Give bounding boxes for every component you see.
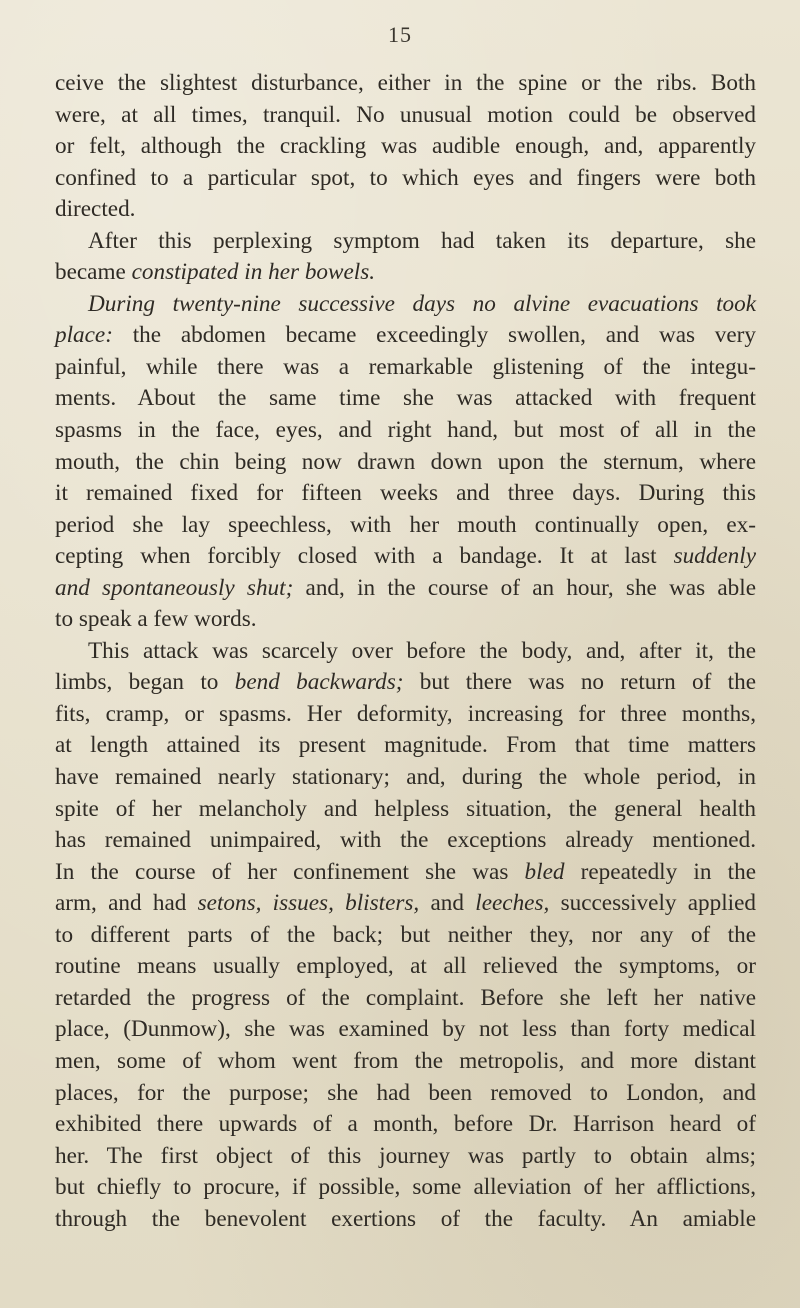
text-line <box>55 289 756 321</box>
text-line: her. The first object of this journey was partly to obtain alms; <box>55 1142 756 1169</box>
text-line: places, for the purpose; she had been removed to London, and <box>55 1079 756 1106</box>
text-line: to different parts of the back; but neither they, nor any of the <box>55 921 756 948</box>
text-line: routine means usually employed, at all relieved the symptoms, or <box>55 953 756 980</box>
text-line: it remained fixed for fifteen weeks and three days. During this <box>55 480 756 507</box>
text-line <box>55 257 756 289</box>
page-number: 15 <box>388 22 412 47</box>
text-line <box>55 667 756 699</box>
text-line <box>55 541 756 573</box>
text-line: but chiefly to procure, if possible, some alleviation of her afflictions, <box>55 1174 756 1201</box>
text-segment: In the course of her confinement she was <box>55 858 525 885</box>
text-line: spasms in the face, eyes, and right hand, but most of all in the <box>55 417 756 444</box>
text-line: or felt, although the crackling was audible enough, and, apparently <box>55 133 756 160</box>
text-line: were, at all times, tranquil. No unusual motion could be observed <box>55 101 756 128</box>
text-line: men, some of whom went from the metropolis, and more distant <box>55 1047 756 1074</box>
text-line: period she lay speechless, with her mouth continually open, ex- <box>55 511 756 538</box>
text-line: has remained unimpaired, with the exceptions already mentioned. <box>55 827 756 854</box>
text-line: ceive the slightest disturbance, either in the spine or the ribs. Both <box>55 70 756 96</box>
italic-phrase: suddenly <box>673 543 756 570</box>
text-segment: cepting when forcibly closed with a bandage. It at last <box>55 543 674 570</box>
text-segment: arm, and had <box>55 890 198 917</box>
text-line <box>55 573 756 605</box>
text-segment: successively applied <box>549 890 756 917</box>
italic-phrase: bled <box>524 858 565 885</box>
text-line: fits, cramp, or spasms. Her deformity, increasing for three months, <box>55 700 756 727</box>
text-line: confined to a particular spot, to which eyes and fingers were both <box>55 164 756 191</box>
text-line: mouth, the chin being now drawn down upon the sternum, where <box>55 448 756 475</box>
text-line: spite of her melancholy and helpless situation, the general health <box>55 795 756 822</box>
italic-phrase: bend backwards; <box>234 669 404 696</box>
italic-phrase: place: <box>55 322 113 349</box>
text-line: This attack was scarcely over before the body, and, after it, the <box>88 637 756 664</box>
paragraph <box>55 68 756 226</box>
text-line: retarded the progress of the complaint. Before she left her native <box>55 984 756 1011</box>
italic-phrase: setons, issues, blisters, <box>197 890 420 917</box>
italic-phrase: and spontaneously shut; <box>55 574 294 601</box>
paragraph <box>55 226 756 289</box>
italic-phrase: constipated in her bowels. <box>131 259 376 286</box>
text-line: ments. About the same time she was attacked with frequent <box>55 385 756 412</box>
paragraph <box>55 289 756 636</box>
text-segment: but there was no return of the <box>403 669 756 696</box>
body-text <box>55 68 756 1235</box>
text-segment: repeatedly in the <box>564 858 756 885</box>
text-line <box>55 888 756 920</box>
text-line: After this perplexing symptom had taken its departure, she <box>88 227 756 254</box>
text-segment: and, in the course of an hour, she was able <box>293 574 756 601</box>
text-line: at length attained its present magnitude. From that time matters <box>55 732 756 759</box>
text-line: have remained nearly stationary; and, during the whole period, in <box>55 764 756 791</box>
paragraph <box>55 636 756 1235</box>
text-segment: became <box>55 259 132 286</box>
italic-phrase: leeches, <box>475 890 550 917</box>
text-line: painful, while there was a remarkable glistening of the integu- <box>55 353 756 380</box>
text-segment: and <box>419 890 476 917</box>
text-line <box>55 320 756 352</box>
text-line <box>55 857 756 889</box>
italic-phrase: During twenty-nine successive days no alvine evacuations took <box>88 290 756 317</box>
text-line: to speak a few words. <box>55 606 257 633</box>
text-line: directed. <box>55 196 136 223</box>
text-line: through the benevolent exertions of the faculty. An amiable <box>55 1205 756 1232</box>
text-segment: the abdomen became exceedingly swollen, and was very <box>112 322 756 349</box>
text-line: exhibited there upwards of a month, before Dr. Harrison heard of <box>55 1111 756 1138</box>
text-segment: limbs, began to <box>55 669 235 696</box>
text-line: place, (Dunmow), she was examined by not less than forty medical <box>55 1016 756 1043</box>
